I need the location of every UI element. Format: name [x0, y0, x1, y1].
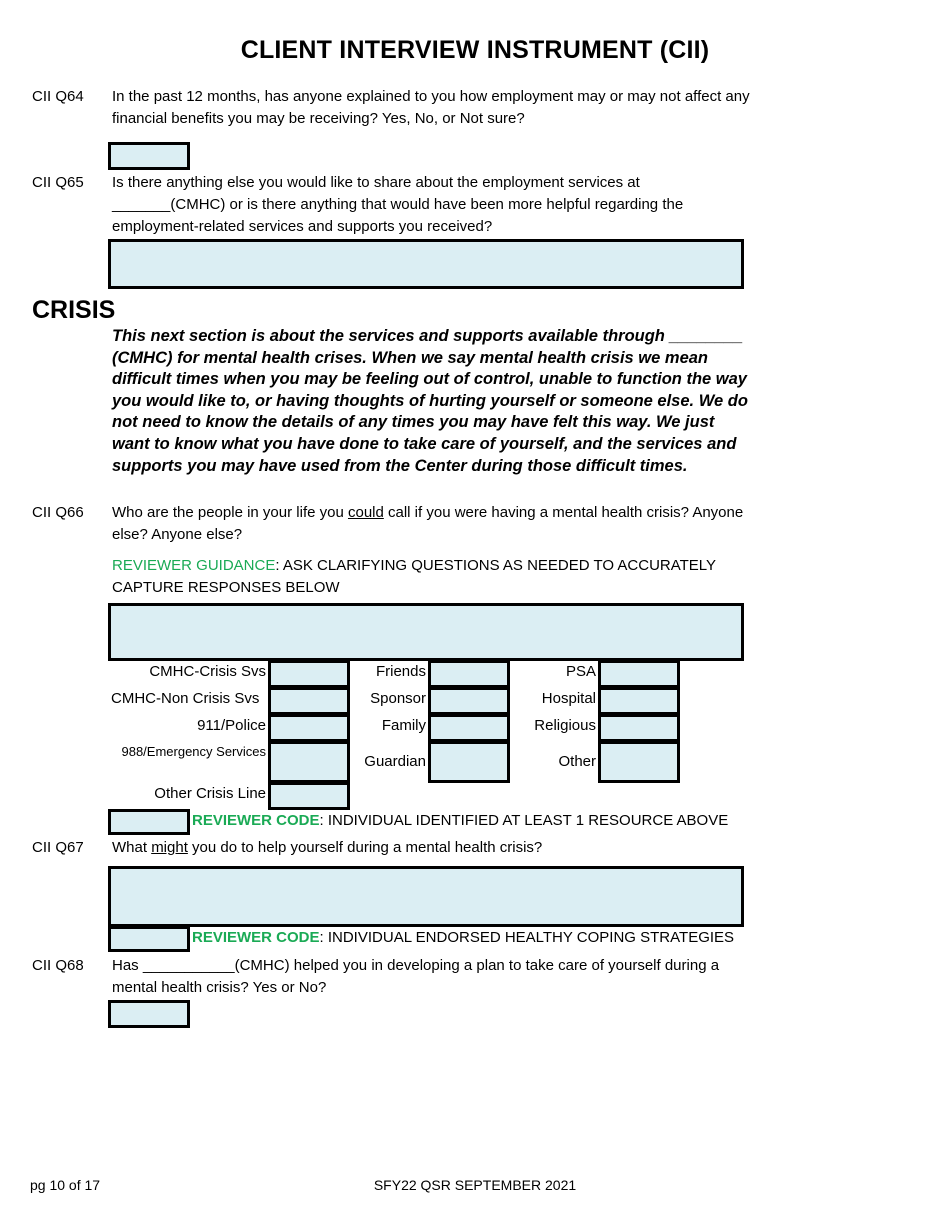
q66-id: CII Q66 — [32, 504, 84, 521]
q65-id: CII Q65 — [32, 174, 84, 191]
reviewer-code-text: : INDIVIDUAL IDENTIFIED AT LEAST 1 RESOURCE ABOVE — [319, 812, 729, 829]
resource-label: Religious — [534, 717, 596, 734]
guidance-label: REVIEWER GUIDANCE — [112, 557, 276, 574]
q68-text: Has ___________(CMHC) helped you in developing a plan to take care of yourself during a mental health crisis? Yes or No? — [112, 957, 720, 996]
q64-answer-field[interactable] — [108, 142, 190, 170]
reviewer-code-label: REVIEWER CODE — [192, 929, 320, 946]
q68-id: CII Q68 — [32, 957, 84, 974]
q67-text-underlined: might — [151, 839, 188, 856]
q66-text — [112, 502, 752, 546]
q66-reviewer-code — [192, 810, 728, 832]
q66-answer-field[interactable] — [108, 603, 744, 661]
footer-center: SFY22 QSR SEPTEMBER 2021 — [373, 1177, 577, 1193]
q66-text-part: Who are the people in your life you — [112, 504, 348, 521]
resource-label: PSA — [565, 663, 596, 680]
guidance-text: : ASK CLARIFYING QUESTIONS AS NEEDED TO ACCURATELY CAPTURE RESPONSES BELOW — [112, 557, 716, 596]
page-title: CLIENT INTERVIEW INSTRUMENT (CII) — [240, 36, 710, 64]
q66-reviewer-code-field[interactable] — [108, 809, 190, 835]
resource-label: Guardian — [364, 753, 426, 770]
resource-label: Sponsor — [370, 690, 426, 707]
q67-reviewer-code — [192, 927, 734, 949]
resource-label: 988/Emergency Services — [121, 744, 266, 759]
resource-field-friends[interactable] — [428, 660, 510, 688]
resource-label: Other Crisis Line — [154, 785, 266, 802]
resource-field-psa[interactable] — [598, 660, 680, 688]
section-intro: This next section is about the services and supports available through ________ (CMHC) for mental health crises. When we say mental health crisis we mean difficult times when you may be feeling out of control, unable to function the way you would like to, or having thoughts of hurting yourself or someone else. We do not need to know the details of any times you may have felt this way. We just want to know what you have done to take care of yourself, and the services and supports you may have used from the Center during those difficult times. — [112, 327, 748, 475]
q66-text-part: call if you were having a mental health crisis? Anyone else? Anyone else? — [112, 504, 744, 543]
q67-text — [112, 837, 752, 859]
q64-text: In the past 12 months, has anyone explained to you how employment may or may not affect any financial benefits you may be receiving? Yes, No, or Not sure? — [112, 88, 750, 127]
q67-answer-field[interactable] — [108, 866, 744, 927]
resource-field-other-crisis-line[interactable] — [268, 782, 350, 810]
resource-field-guardian[interactable] — [428, 741, 510, 783]
resource-field-sponsor[interactable] — [428, 687, 510, 715]
resource-field-988[interactable] — [268, 741, 350, 783]
resource-label: 911/Police — [197, 717, 266, 734]
q67-reviewer-code-field[interactable] — [108, 926, 190, 952]
q67-text-part: you do to help yourself during a mental health crisis? — [187, 839, 543, 856]
reviewer-code-text: : INDIVIDUAL ENDORSED HEALTHY COPING STRATEGIES — [319, 929, 735, 946]
q66-text-underlined: could — [347, 504, 384, 521]
resource-field-cmhc-crisis[interactable] — [268, 660, 350, 688]
resource-field-hospital[interactable] — [598, 687, 680, 715]
resource-field-family[interactable] — [428, 714, 510, 742]
q65-text: Is there anything else you would like to share about the employment services at _______(CMHC) or is there anything that would have been more helpful regarding the employment-related services and supports you received? — [112, 174, 684, 235]
q67-text-part: What — [112, 839, 152, 856]
resource-label: Family — [381, 717, 426, 734]
resource-label: Friends — [375, 663, 426, 680]
q66-guidance — [112, 555, 752, 599]
reviewer-code-label: REVIEWER CODE — [192, 812, 320, 829]
section-title: CRISIS — [32, 296, 116, 324]
resource-field-911[interactable] — [268, 714, 350, 742]
resource-field-cmhc-non-crisis[interactable] — [268, 687, 350, 715]
resource-field-religious[interactable] — [598, 714, 680, 742]
resource-label: CMHC-Non Crisis Svs — [111, 690, 260, 707]
q64-id: CII Q64 — [32, 88, 84, 105]
q65-answer-field[interactable] — [108, 239, 744, 289]
footer-page-number: pg 10 of 17 — [30, 1177, 101, 1193]
resource-label: Other — [558, 753, 596, 770]
resource-label: CMHC-Crisis Svs — [149, 663, 266, 680]
resource-field-other[interactable] — [598, 741, 680, 783]
q68-answer-field[interactable] — [108, 1000, 190, 1028]
q67-id: CII Q67 — [32, 839, 84, 856]
resource-label: Hospital — [541, 690, 596, 707]
